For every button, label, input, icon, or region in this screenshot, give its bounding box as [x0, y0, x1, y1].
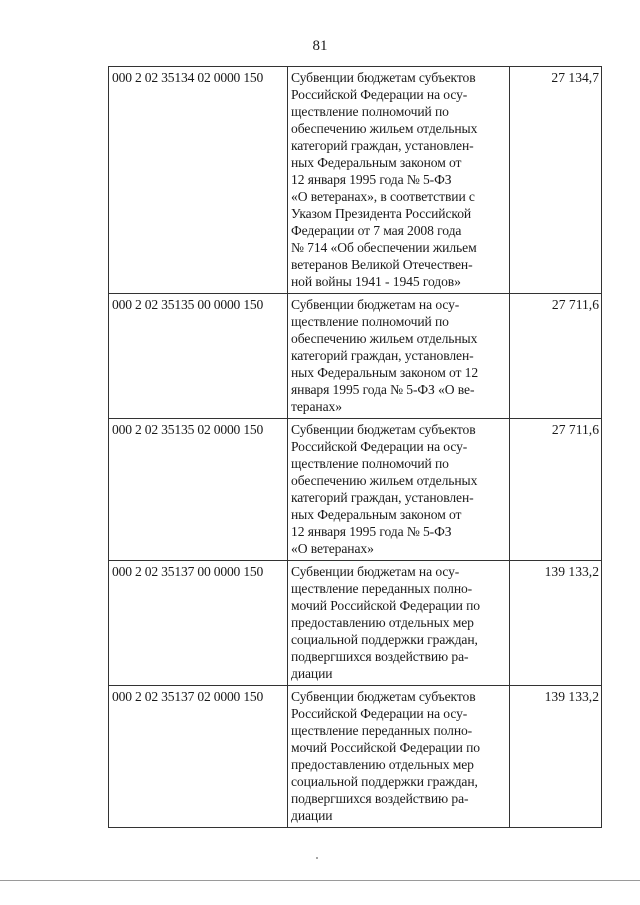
budget-code-cell: 000 2 02 35134 02 0000 150: [109, 67, 288, 294]
description-line: Субвенции бюджетам субъектов: [291, 689, 476, 704]
description-line: ществление переданных полно-: [291, 723, 473, 738]
amount-cell: 27 711,6: [510, 419, 602, 561]
description-line: Российской Федерации на осу-: [291, 706, 468, 721]
description-line: ных Федеральным законом от 12: [291, 365, 479, 380]
table-row: [109, 686, 602, 828]
budget-code-cell: 000 2 02 35137 00 0000 150: [109, 561, 288, 686]
budget-code-cell: 000 2 02 35135 00 0000 150: [109, 294, 288, 419]
description-line: подвергшихся воздействию ра-: [291, 791, 469, 806]
amount-cell: 27 711,6: [510, 294, 602, 419]
description-line: ществление полномочий по: [291, 456, 449, 471]
description-line: категорий граждан, установлен-: [291, 490, 474, 505]
description-line: 12 января 1995 года № 5-ФЗ: [291, 524, 452, 539]
amount-cell: 139 133,2: [510, 561, 602, 686]
description-line: обеспечению жильем отдельных: [291, 121, 478, 136]
budget-table: [108, 66, 602, 828]
description-line: Российской Федерации на осу-: [291, 439, 468, 454]
amount-cell: 27 134,7: [510, 67, 602, 294]
scan-speck: [316, 857, 318, 859]
description-line: «О ветеранах», в соответствии с: [291, 189, 475, 204]
description-line: ных Федеральным законом от: [291, 155, 462, 170]
description-line: мочий Российской Федерации по: [291, 598, 480, 613]
description-cell: [288, 294, 510, 419]
description-line: теранах»: [291, 399, 342, 414]
description-line: Российской Федерации на осу-: [291, 87, 468, 102]
description-line: категорий граждан, установлен-: [291, 138, 474, 153]
description-line: «О ветеранах»: [291, 541, 374, 556]
description-line: Федерации от 7 мая 2008 года: [291, 223, 462, 238]
amount-cell: 139 133,2: [510, 686, 602, 828]
budget-code-cell: 000 2 02 35137 02 0000 150: [109, 686, 288, 828]
description-line: ветеранов Великой Отечествен-: [291, 257, 473, 272]
description-cell: [288, 686, 510, 828]
description-line: Субвенции бюджетам субъектов: [291, 422, 476, 437]
description-line: предоставлению отдельных мер: [291, 615, 474, 630]
table-row: [109, 67, 602, 294]
budget-code-cell: 000 2 02 35135 02 0000 150: [109, 419, 288, 561]
description-line: Субвенции бюджетам на осу-: [291, 297, 460, 312]
description-line: категорий граждан, установлен-: [291, 348, 474, 363]
description-line: подвергшихся воздействию ра-: [291, 649, 469, 664]
description-line: диации: [291, 808, 333, 823]
description-line: социальной поддержки граждан,: [291, 632, 478, 647]
description-cell: [288, 67, 510, 294]
description-line: ществление переданных полно-: [291, 581, 473, 596]
description-line: № 714 «Об обеспечении жильем: [291, 240, 477, 255]
bottom-rule: [0, 880, 640, 881]
table-row: [109, 294, 602, 419]
description-cell: [288, 419, 510, 561]
description-line: ной войны 1941 - 1945 годов»: [291, 274, 461, 289]
description-line: ществление полномочий по: [291, 314, 449, 329]
description-line: обеспечению жильем отдельных: [291, 331, 478, 346]
description-line: Указом Президента Российской: [291, 206, 472, 221]
description-cell: [288, 561, 510, 686]
table-row: [109, 561, 602, 686]
description-line: ществление полномочий по: [291, 104, 449, 119]
description-line: 12 января 1995 года № 5-ФЗ: [291, 172, 452, 187]
description-line: мочий Российской Федерации по: [291, 740, 480, 755]
description-line: социальной поддержки граждан,: [291, 774, 478, 789]
description-line: ных Федеральным законом от: [291, 507, 462, 522]
page-number: 81: [312, 38, 328, 54]
description-line: диации: [291, 666, 333, 681]
table-row: [109, 419, 602, 561]
description-line: предоставлению отдельных мер: [291, 757, 474, 772]
description-line: обеспечению жильем отдельных: [291, 473, 478, 488]
description-line: Субвенции бюджетам субъектов: [291, 70, 476, 85]
description-line: Субвенции бюджетам на осу-: [291, 564, 460, 579]
budget-table-body: [109, 67, 602, 828]
description-line: января 1995 года № 5-ФЗ «О ве-: [291, 382, 475, 397]
